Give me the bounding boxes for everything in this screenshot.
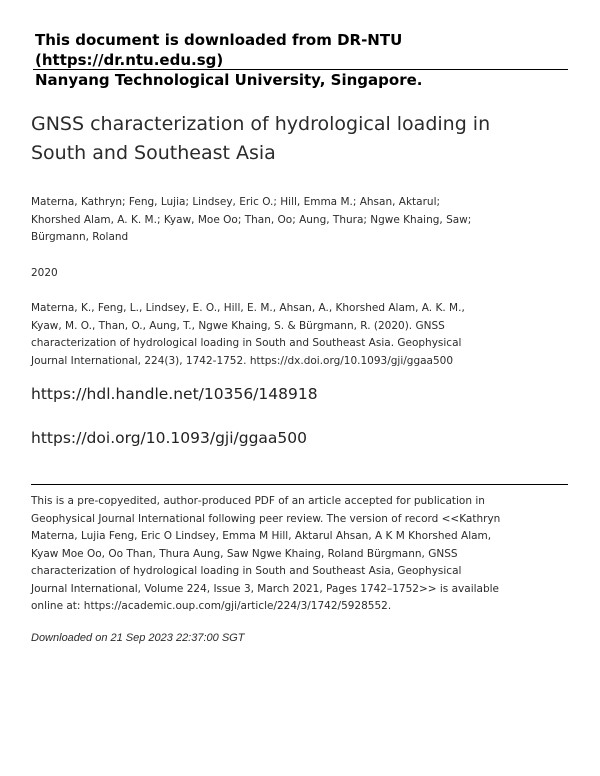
version-notice: This is a pre‑copyedited, author‑produced PDF of an article accepted for publication in Geophysical Journal International following peer review. The version of record <<Kathryn Materna, Lujia Feng, Eric O Lindsey, Emma M Hill, Aktarul Ahsan, A K M Khorshed Alam, Kyaw Moe Oo, Oo Than, Thura Aung, Saw Ngwe Khaing, Roland Bürgmann, GNSS characterization of hydrological loading in South and Southeast Asia, Geophysical Journal International, Volume 224, Issue 3, March 2021, Pages 1742–1752>> is available online at: https://academic.oup.com/gji/article/224/3/1742/5928552. (31, 495, 501, 612)
doi-link[interactable]: https://doi.org/10.1093/gji/ggaa500 (31, 429, 308, 447)
section-divider (31, 484, 568, 485)
repository-header (35, 30, 568, 90)
header-source-line: This document is downloaded from DR‑NTU (https://dr.ntu.edu.sg) (35, 31, 403, 69)
header-divider (33, 69, 568, 70)
header-institution-line: Nanyang Technological University, Singapore. (35, 71, 423, 89)
document-title: GNSS characterization of hydrological loading in South and Southeast Asia (31, 113, 491, 164)
author-list: Materna, Kathryn; Feng, Lujia; Lindsey, Eric O.; Hill, Emma M.; Ahsan, Aktarul; Khorshed Alam, A. K. M.; Kyaw, Moe Oo; Than, Oo; Aung, Thura; Ngwe Khaing, Saw; Bürgmann, Roland (31, 196, 472, 243)
handle-link[interactable]: https://hdl.handle.net/10356/148918 (31, 385, 318, 403)
publication-year: 2020 (31, 267, 58, 279)
citation-text: Materna, K., Feng, L., Lindsey, E. O., Hill, E. M., Ahsan, A., Khorshed Alam, A. K. M., Kyaw, M. O., Than, O., Aung, T., Ngwe Khaing, S. & Bürgmann, R. (2020). GNSS characterization of hydrological loading in South and Southeast Asia. Geophysical Journal International, 224(3), 1742‑1752. https://dx.doi.org/10.1093/gji/ggaa500 (31, 302, 465, 367)
download-timestamp: Downloaded on 21 Sep 2023 22:37:00 SGT (31, 632, 245, 644)
